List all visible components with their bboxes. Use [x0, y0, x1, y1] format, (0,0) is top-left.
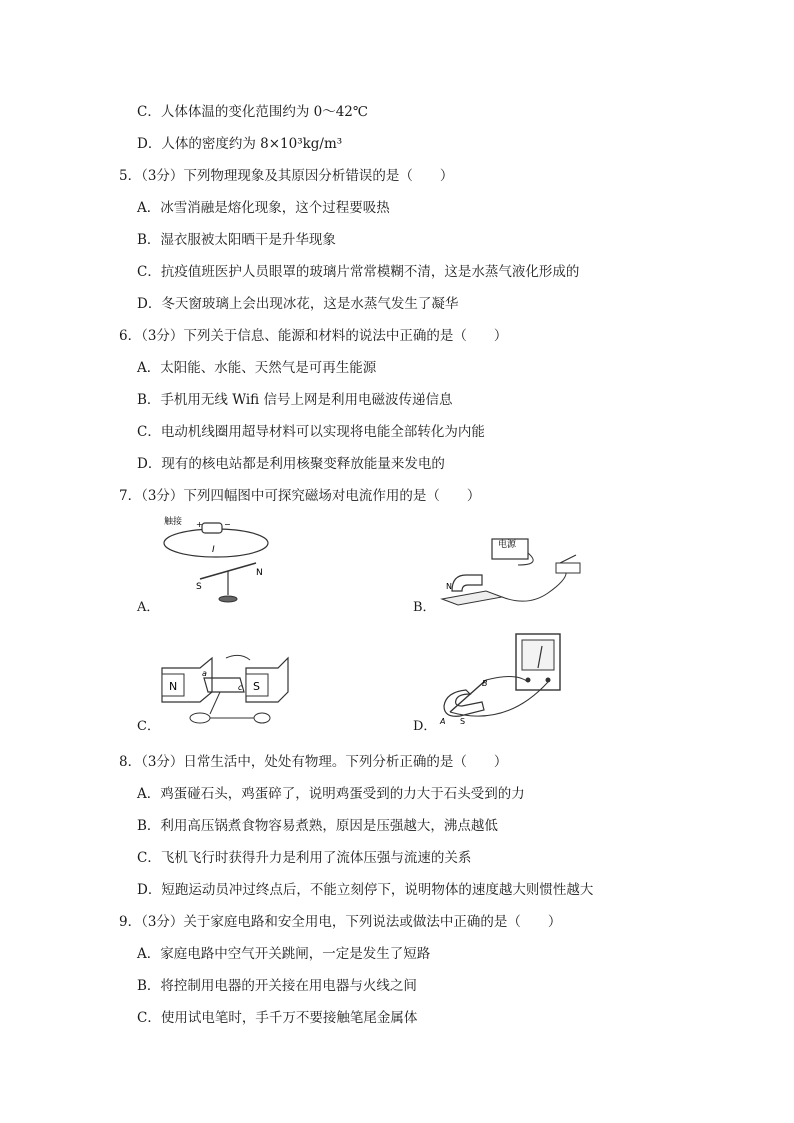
- battery-icon: [202, 523, 222, 533]
- q8-stem: 8．（3分）日常生活中，处处有物理。下列分析正确的是（ ）: [119, 754, 508, 770]
- q6-option-d: D．现有的核电站都是利用核聚变释放能量来发电的: [137, 456, 445, 472]
- q4-option-d: D．人体的密度约为 8×10³kg/m³: [137, 136, 343, 152]
- q9-option-a: A．家庭电路中空气开关跳闸，一定是发生了短路: [137, 946, 431, 962]
- point-a-label: a: [202, 669, 207, 678]
- generator-diagram: [160, 652, 290, 730]
- rotation-arrow-icon: [226, 655, 250, 660]
- pole-n-label: N: [169, 680, 178, 693]
- plus-label: +: [196, 520, 203, 529]
- minus-label: −: [224, 520, 231, 529]
- galvanometer-diagram: [436, 632, 566, 724]
- q7-stem: 7．（3分）下列四幅图中可探究磁场对电流作用的是（ ）: [119, 488, 481, 504]
- switch-icon: [556, 563, 580, 573]
- pole-s-label: S: [253, 680, 260, 693]
- pole-s-label: S: [460, 717, 466, 724]
- q7-figure-c-label: C．: [137, 719, 160, 734]
- q5-option-c: C．抗疫值班医护人员眼罩的玻璃片常常模糊不清，这是水蒸气液化形成的: [137, 264, 580, 280]
- q6-option-b: B．手机用无线 Wifi 信号上网是利用电磁波传递信息: [137, 392, 453, 408]
- battery-label: 触接: [164, 517, 183, 527]
- point-b-label: B: [482, 679, 488, 688]
- q7-figure-a-label: A．: [137, 600, 160, 615]
- q5-option-a: A．冰雪消融是熔化现象，这个过程要吸热: [137, 200, 390, 216]
- q8-option-c: C．飞机飞行时获得升力是利用了流体压强与流速的关系: [137, 850, 472, 866]
- q7-figure-a: [160, 515, 280, 607]
- power-source-label: 电源: [498, 540, 517, 550]
- q7-figure-d-label: D．: [413, 719, 437, 734]
- current-label: I: [212, 545, 215, 555]
- pole-s-label: S: [196, 582, 202, 592]
- q7-figure-b-label: B．: [413, 600, 436, 615]
- q6-stem: 6．（3分）下列关于信息、能源和材料的说法中正确的是（ ）: [119, 328, 508, 344]
- q9-option-c: C．使用试电笔时，手千万不要接触笔尾金属体: [137, 1010, 418, 1026]
- point-c-label: c: [238, 683, 243, 692]
- point-a-label: A: [440, 717, 446, 724]
- q5-option-d: D．冬天窗玻璃上会出现冰花，这是水蒸气发生了凝华: [137, 296, 459, 312]
- q4-option-c: C．人体体温的变化范围约为 0～42℃: [137, 104, 368, 120]
- q8-option-a: A．鸡蛋碰石头，鸡蛋碎了，说明鸡蛋受到的力大于石头受到的力: [137, 786, 525, 802]
- q5-option-b: B．湿衣服被太阳晒干是升华现象: [137, 232, 336, 248]
- u-magnet-icon: [452, 575, 482, 591]
- q8-option-d: D．短跑运动员冲过终点后，不能立刻停下，说明物体的速度越大则惯性越大: [137, 882, 594, 898]
- bulb-icon: [254, 713, 270, 723]
- q6-option-a: A．太阳能、水能、天然气是可再生能源: [137, 360, 377, 376]
- q7-figure-d: [436, 632, 566, 724]
- q9-stem: 9．（3分）关于家庭电路和安全用电，下列说法或做法中正确的是（ ）: [119, 914, 562, 930]
- oersted-diagram: [160, 515, 280, 607]
- rail-motor-diagram: [438, 535, 598, 613]
- q6-option-c: C．电动机线圈用超导材料可以实现将电能全部转化为内能: [137, 424, 485, 440]
- q7-figure-c: [160, 652, 290, 730]
- q7-figure-b: [438, 535, 598, 613]
- pole-n-label: N: [446, 582, 452, 591]
- q5-stem: 5．（3分）下列物理现象及其原因分析错误的是（ ）: [119, 168, 454, 184]
- pole-n-label: N: [256, 568, 263, 578]
- q8-option-b: B．利用高压锅煮食物容易煮熟，原因是压强越大，沸点越低: [137, 818, 498, 834]
- q9-option-b: B．将控制用电器的开关接在用电器与火线之间: [137, 978, 417, 994]
